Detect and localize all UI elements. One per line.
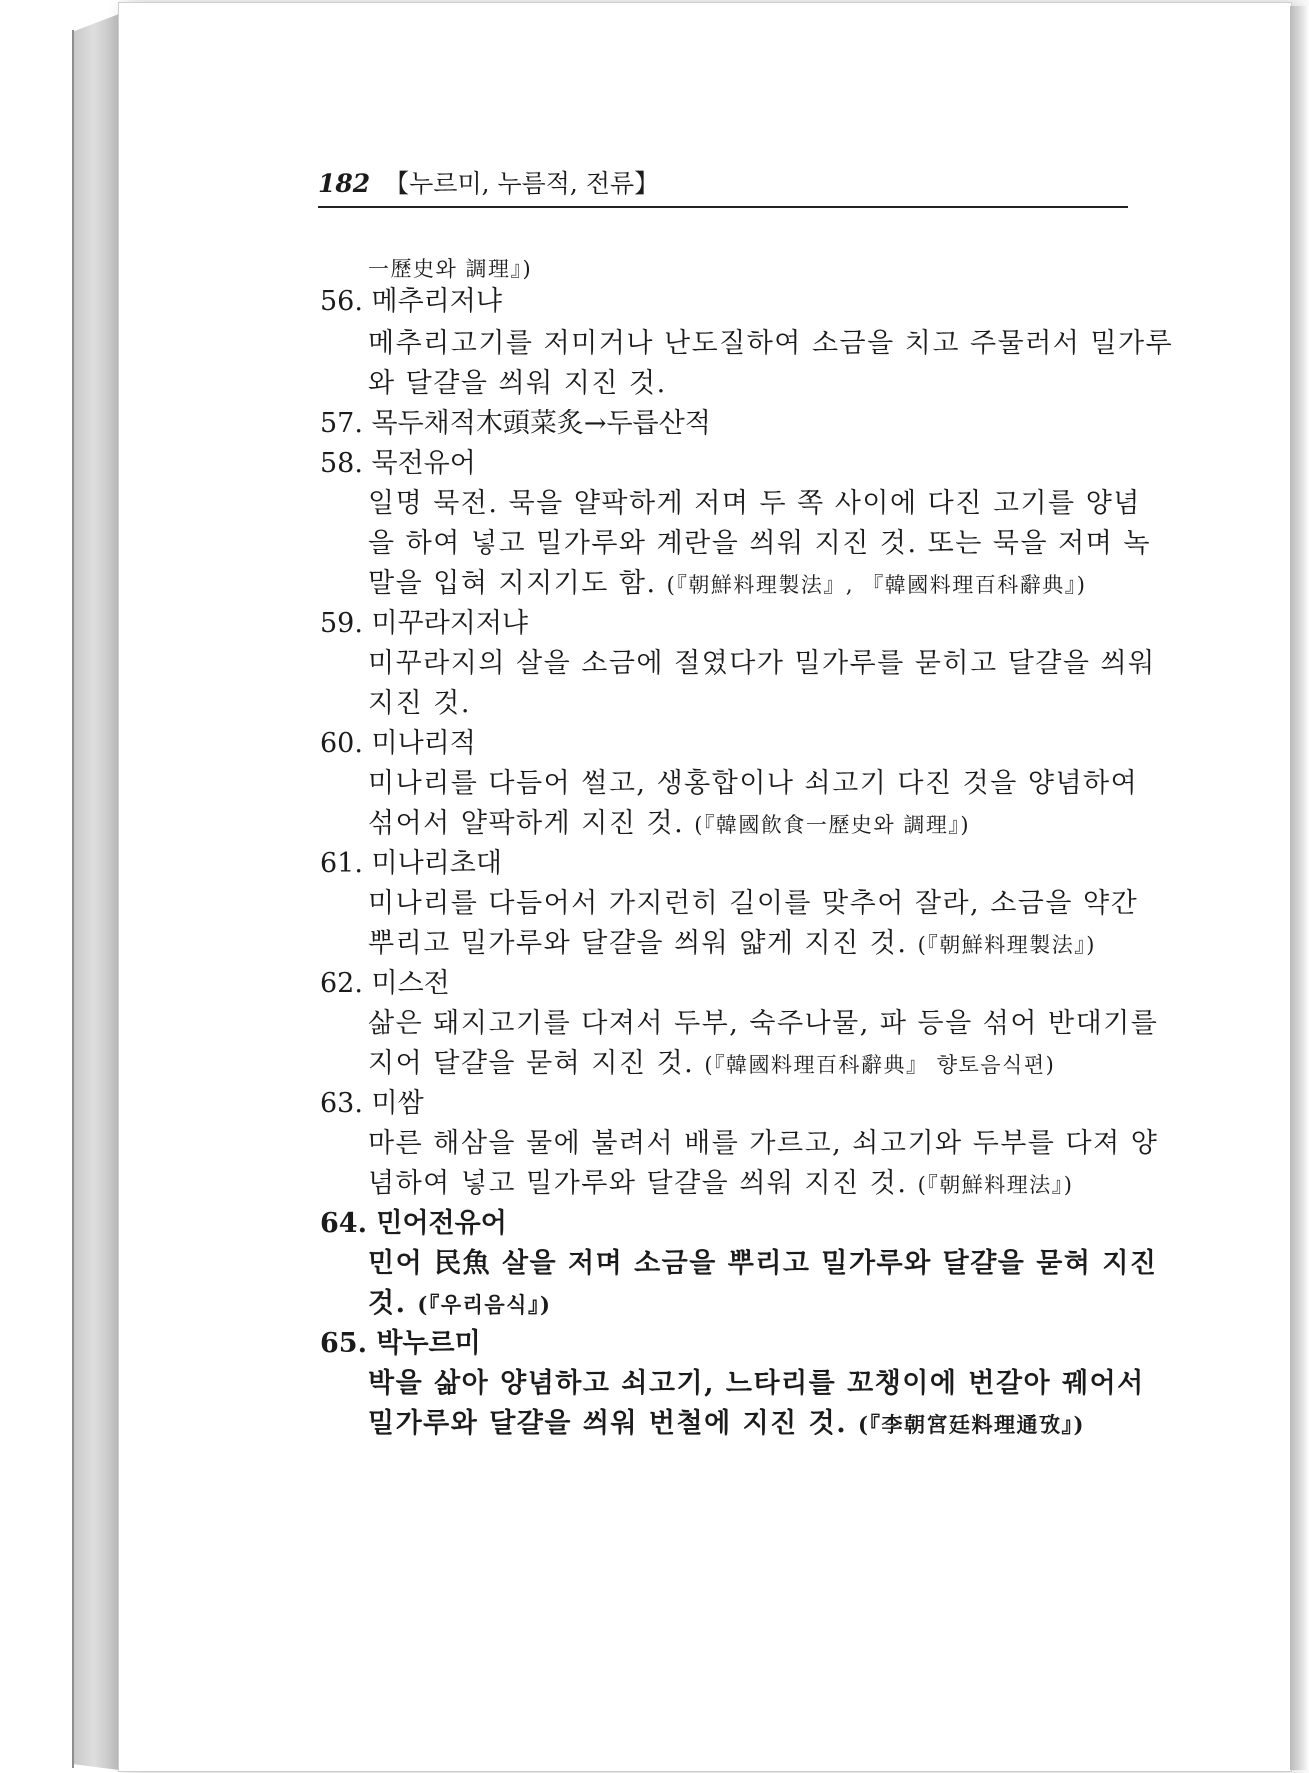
entry-56-text-line: 와 달걀을 씌워 지진 것.	[368, 368, 667, 399]
book-spine-edge	[72, 14, 119, 1770]
entry-62-title: 62. 미스전	[320, 968, 450, 999]
page-right-shadow	[1290, 6, 1309, 1770]
entry-64-text-line: 것. (『우리음식』)	[368, 1288, 552, 1319]
source-citation: (『韓國飮食一歷史와 調理』)	[694, 813, 971, 837]
entry-63-text-line: 마른 해삼을 물에 불려서 배를 가르고, 쇠고기와 두부를 다져 양	[368, 1128, 1159, 1159]
entry-58-text-line: 일명 묵전. 묵을 얄팍하게 저며 두 쪽 사이에 다진 고기를 양념	[368, 488, 1141, 519]
source-citation: (『韓國料理百科辭典』 향토음식편)	[704, 1053, 1056, 1077]
entry-60-title: 60. 미나리적	[320, 728, 476, 759]
entry-62-text-line: 지어 달걀을 묻혀 지진 것. (『韓國料理百科辭典』 향토음식편)	[368, 1048, 1056, 1079]
book-spine-line	[72, 30, 74, 1768]
entry-58-text-line: 을 하여 넣고 밀가루와 계란을 씌워 지진 것. 또는 묵을 저며 녹	[368, 528, 1151, 559]
source-citation: (『朝鮮料理製法』, 『韓國料理百科辭典』)	[666, 573, 1087, 597]
entry-56-text-line: 메추리고기를 저미거나 난도질하여 소금을 치고 주물러서 밀가루	[368, 328, 1174, 359]
entry-59-text-line: 미꾸라지의 살을 소금에 절였다가 밀가루를 묻히고 달걀을 씌워	[368, 648, 1156, 679]
entry-56-title: 56. 메추리저냐	[320, 286, 502, 317]
entry-65-text-line: 박을 삶아 양념하고 쇠고기, 느타리를 꼬챙이에 번갈아 꿰어서	[368, 1368, 1145, 1399]
source-citation: (『朝鮮料理製法』)	[917, 933, 1096, 957]
entry-63-text-line: 념하여 넣고 밀가루와 달걀을 씌워 지진 것. (『朝鮮料理法』)	[368, 1168, 1074, 1199]
entry-63-title: 63. 미쌈	[320, 1088, 424, 1119]
entry-61-text-line: 미나리를 다듬어서 가지런히 길이를 맞추어 잘라, 소금을 약간	[368, 888, 1139, 919]
entry-60-text-line: 미나리를 다듬어 썰고, 생홍합이나 쇠고기 다진 것을 양념하여	[368, 768, 1139, 799]
entry-65-title: 65. 박누르미	[320, 1328, 481, 1359]
source-citation: (『朝鮮料理法』)	[917, 1173, 1074, 1197]
entry-65-text-line: 밀가루와 달걀을 씌워 번철에 지진 것. (『李朝宮廷料理通攷』)	[368, 1408, 1085, 1439]
page-header	[318, 166, 1128, 208]
source-citation: (『우리음식』)	[417, 1292, 552, 1317]
entry-58-text-line: 말을 입혀 지지기도 함. (『朝鮮料理製法』, 『韓國料理百科辭典』)	[368, 568, 1087, 599]
entry-64-title: 64. 민어전유어	[320, 1208, 507, 1239]
entry-64-text-line: 민어 民魚 살을 저며 소금을 뿌리고 밀가루와 달걀을 묻혀 지진	[368, 1248, 1158, 1279]
entry-61-title: 61. 미나리초대	[320, 848, 502, 879]
entry-61-text-line: 뿌리고 밀가루와 달걀을 씌워 얇게 지진 것. (『朝鮮料理製法』)	[368, 928, 1096, 959]
entry-59-text-line: 지진 것.	[368, 688, 471, 719]
running-section-title: 【누르미, 누름적, 전류】	[384, 169, 660, 198]
page-number: 182	[318, 169, 371, 198]
continued-reference-line: 一歷史와 調理』)	[368, 257, 533, 281]
entry-62-text-line: 삶은 돼지고기를 다져서 두부, 숙주나물, 파 등을 섞어 반대기를	[368, 1008, 1159, 1039]
entry-59-title: 59. 미꾸라지저냐	[320, 608, 529, 639]
entry-57-title: 57. 목두채적木頭菜炙→두릅산적	[320, 408, 711, 439]
source-citation: (『李朝宮廷料理通攷』)	[858, 1412, 1085, 1437]
entry-58-title: 58. 묵전유어	[320, 448, 476, 479]
entry-60-text-line: 섞어서 얄팍하게 지진 것. (『韓國飮食一歷史와 調理』)	[368, 808, 971, 839]
